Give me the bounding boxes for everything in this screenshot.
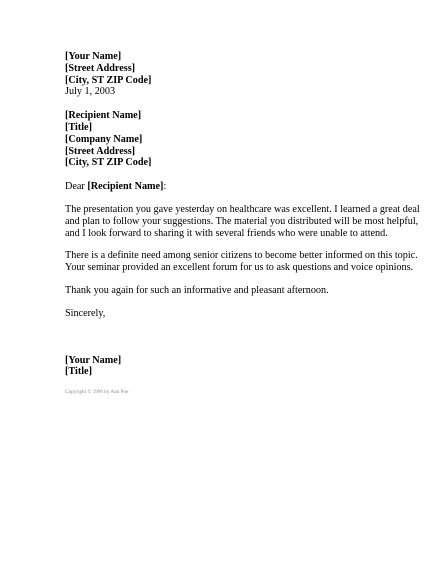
paragraph-line: Thank you again for such an informative and pleasant afternoon. xyxy=(65,284,329,296)
sender-street[interactable]: [Street Address] xyxy=(65,62,136,74)
body-paragraph-2[interactable] xyxy=(65,250,418,274)
salutation-recipient-name[interactable]: [Recipient Name] xyxy=(87,181,164,193)
paragraph-line: The presentation you gave yesterday on healthcare was excellent. I learned a great deal xyxy=(65,203,420,215)
recipient-company[interactable]: [Company Name] xyxy=(65,133,143,145)
copyright-notice: Copyright © 1996 by Ann Poe xyxy=(65,389,129,396)
sender-name[interactable]: [Your Name] xyxy=(65,51,122,62)
recipient-city[interactable]: [City, ST ZIP Code] xyxy=(65,157,152,169)
date-text[interactable]: July 1, 2003 xyxy=(65,86,116,98)
salutation-prefix: Dear xyxy=(65,181,88,193)
signature-title[interactable]: [Title] xyxy=(65,366,92,378)
paragraph-line: and I look forward to sharing it with several friends who were unable to attend. xyxy=(65,227,388,239)
salutation-suffix: : xyxy=(163,181,167,193)
body-paragraph-3[interactable] xyxy=(65,285,410,297)
letter-body xyxy=(65,51,420,396)
signature-block xyxy=(65,355,410,379)
letter-date xyxy=(65,86,410,98)
sender-address xyxy=(65,51,410,86)
recipient-address xyxy=(65,110,410,169)
paragraph-line: and plan to follow your suggestions. The material you distributed will be most helpful, xyxy=(65,215,419,227)
paragraph-line: Your seminar provided an excellent forum for us to ask questions and voice opinions. xyxy=(65,262,414,274)
closing-text[interactable]: Sincerely, xyxy=(65,307,106,319)
recipient-street[interactable]: [Street Address] xyxy=(65,145,136,157)
paragraph-line: There is a definite need among senior citizens to become better informed on this topic. xyxy=(65,250,418,262)
salutation xyxy=(65,181,410,193)
recipient-title[interactable]: [Title] xyxy=(65,121,92,133)
closing xyxy=(65,308,410,320)
body-paragraph-1[interactable] xyxy=(65,203,420,239)
signature-name[interactable]: [Your Name] xyxy=(65,354,122,366)
recipient-name[interactable]: [Recipient Name] xyxy=(65,110,142,122)
sender-city[interactable]: [City, ST ZIP Code] xyxy=(65,74,152,86)
